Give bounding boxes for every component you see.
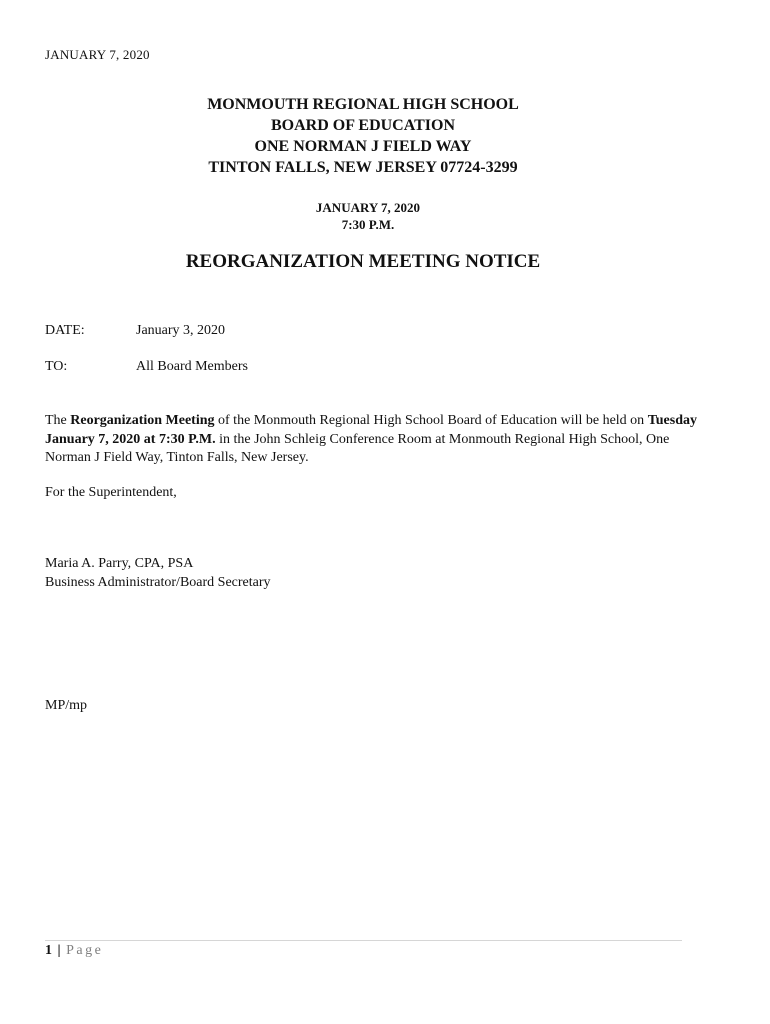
- page-footer: [45, 943, 103, 959]
- meeting-time: 7:30 P.M.: [341, 217, 395, 232]
- board-name: BOARD OF EDUCATION: [270, 117, 455, 134]
- signature-block: [45, 555, 271, 592]
- school-name: MONMOUTH REGIONAL HIGH SCHOOL: [207, 96, 519, 113]
- signer-name: Maria A. Parry, CPA, PSA: [45, 556, 194, 571]
- body-text-1: The: [45, 413, 71, 428]
- signer-title: Business Administrator/Board Secretary: [45, 574, 271, 590]
- date-value: January 3, 2020: [136, 323, 226, 338]
- to-field: [45, 359, 248, 375]
- city-address: TINTON FALLS, NEW JERSEY 07724-3299: [208, 159, 518, 176]
- typist-initials: MP/mp: [45, 698, 88, 713]
- date-label: DATE:: [45, 323, 85, 338]
- street-address: ONE NORMAN J FIELD WAY: [254, 138, 472, 155]
- meeting-when: Tuesday January 7, 2020 at 7:30 P.M.: [45, 413, 697, 447]
- closing-line: For the Superintendent,: [45, 485, 177, 500]
- notice-title: REORGANIZATION MEETING NOTICE: [185, 251, 541, 272]
- page-number: 1: [45, 943, 52, 958]
- meeting-datetime: [0, 199, 736, 233]
- to-label: TO:: [45, 359, 68, 374]
- to-value: All Board Members: [136, 359, 248, 374]
- body-text-3: in the John Schleig Conference Room at Monmouth Regional High School, One Norman J Field Way, Tinton Falls, New Jersey.: [45, 431, 670, 465]
- date-field: [45, 323, 225, 339]
- body-paragraph: [45, 412, 705, 468]
- meeting-name: Reorganization Meeting: [70, 413, 215, 428]
- footer-separator: |: [57, 943, 61, 958]
- body-text-2: of the Monmouth Regional High School Board of Education will be held on: [214, 413, 648, 428]
- page-label: Page: [66, 943, 104, 958]
- document-date: JANUARY 7, 2020: [45, 47, 150, 62]
- meeting-date: JANUARY 7, 2020: [315, 200, 421, 215]
- footer-divider: [45, 940, 682, 941]
- letterhead: [0, 94, 726, 178]
